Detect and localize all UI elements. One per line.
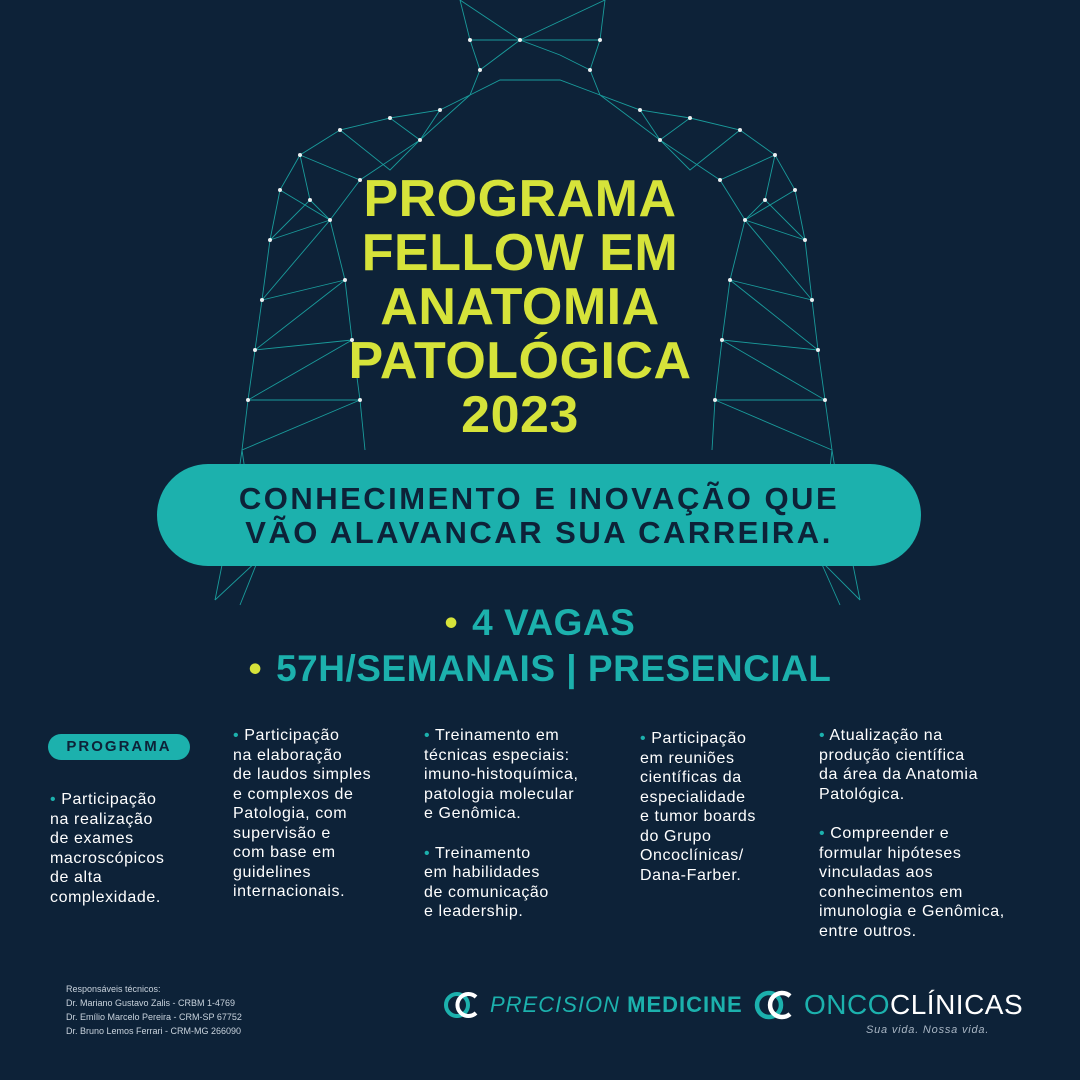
responsible-name: Dr. Mariano Gustavo Zalis - CRBM 1-4769 xyxy=(66,998,236,1008)
title-line: PATOLÓGICA xyxy=(348,332,692,390)
program-badge: PROGRAMA xyxy=(48,734,190,760)
title-line: 2023 xyxy=(461,386,579,444)
program-item: • Compreender e formular hipóteses vinculadas aos conhecimentos em imunologia e Genômica, entre outros. xyxy=(819,825,1005,940)
bullet-icon: • xyxy=(424,844,435,862)
program-column-3 xyxy=(424,726,624,942)
bullet-icon: • xyxy=(50,791,62,808)
program-column-4 xyxy=(640,729,810,905)
technical-responsibles xyxy=(66,982,242,1038)
precision-medicine-wordmark: PRECISION MEDICINE xyxy=(490,992,743,1017)
program-column-2 xyxy=(233,726,413,922)
oncoclinicas-logo xyxy=(754,986,1023,1024)
oncoclinicas-logo-icon xyxy=(754,986,794,1024)
precision-medicine-logo xyxy=(444,988,743,1022)
responsibles-heading: Responsáveis técnicos: xyxy=(66,984,161,994)
program-item: • Participação em reuniões científicas da especialidade e tumor boards do Grupo Oncoclínicas/ Dana-Farber. xyxy=(640,730,757,884)
page-title xyxy=(330,172,710,442)
tagline-banner xyxy=(157,464,921,566)
bullet-icon: • xyxy=(233,727,245,744)
oncoclinicas-wordmark: ONCOCLÍNICAS xyxy=(804,989,1024,1020)
tagline-line: CONHECIMENTO E INOVAÇÃO QUE xyxy=(238,481,840,516)
fact-carga: • 57H/SEMANAIS | PRESENCIAL xyxy=(248,648,832,689)
bullet-icon: • xyxy=(444,602,459,643)
key-facts xyxy=(0,600,1080,692)
title-line: FELLOW EM xyxy=(361,224,679,282)
fact-vagas: • 4 VAGAS xyxy=(444,602,636,643)
bullet-icon: • xyxy=(819,825,831,842)
bullet-icon: • xyxy=(819,727,830,744)
oncoclinicas-tagline: Sua vida. Nossa vida. xyxy=(866,1024,990,1036)
program-column-5 xyxy=(819,726,1029,961)
program-item: • Treinamento em técnicas especiais: imuno-histoquímica, patologia molecular e Genômica. xyxy=(424,727,579,822)
program-item: • Participação na realização de exames macroscópicos de alta complexidade. xyxy=(50,791,165,906)
precision-medicine-logo-icon xyxy=(444,988,480,1022)
program-item: • Treinamento em habilidades de comunicação e leadership. xyxy=(424,844,549,920)
program-item: • Participação na elaboração de laudos simples e complexos de Patologia, com supervisão e com base em guidelines internacionais. xyxy=(233,727,372,900)
title-line: PROGRAMA xyxy=(363,170,677,228)
title-line: ANATOMIA xyxy=(380,278,660,336)
responsible-name: Dr. Bruno Lemos Ferrari - CRM-MG 266090 xyxy=(66,1026,242,1036)
tagline-line: VÃO ALAVANCAR SUA CARREIRA. xyxy=(245,515,833,550)
bullet-icon: • xyxy=(640,730,652,747)
responsible-name: Dr. Emílio Marcelo Pereira - CRM-SP 67752 xyxy=(66,1012,242,1022)
bullet-icon: • xyxy=(424,727,435,744)
program-column-1 xyxy=(50,790,220,927)
bullet-icon: • xyxy=(248,648,263,689)
program-item: • Atualização na produção científica da área da Anatomia Patológica. xyxy=(819,727,979,803)
